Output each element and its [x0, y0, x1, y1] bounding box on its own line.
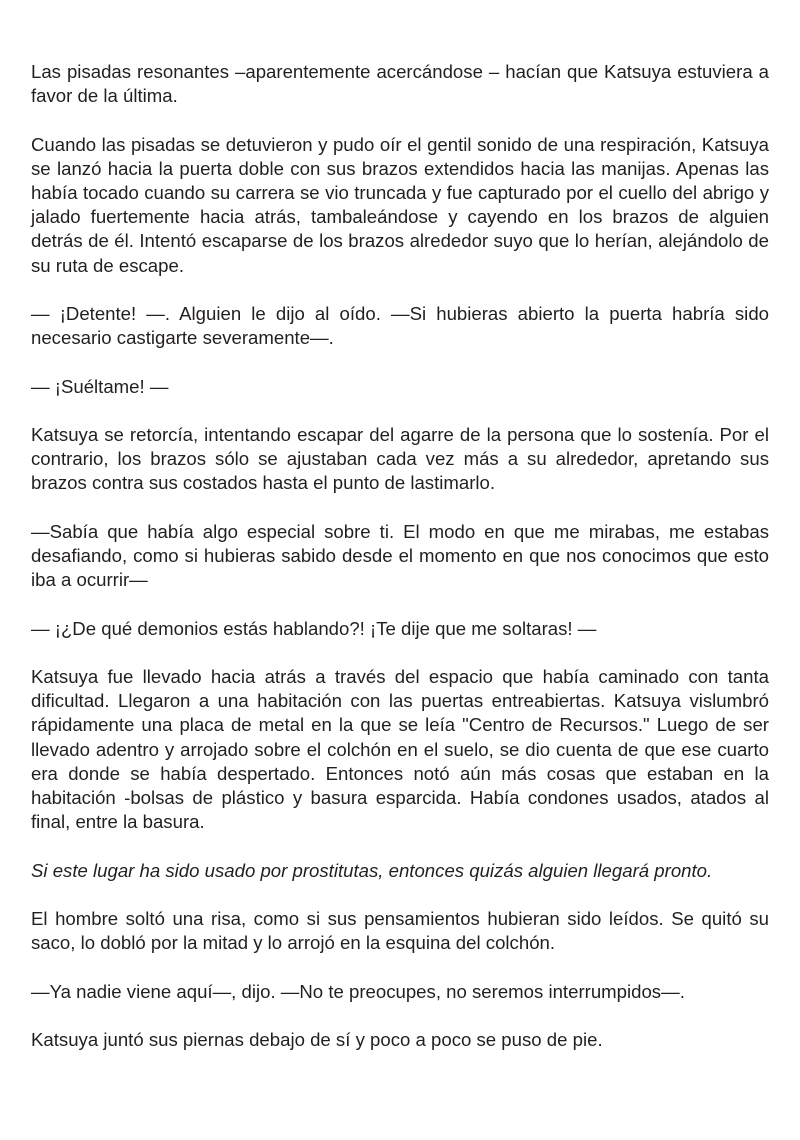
paragraph-11: —Ya nadie viene aquí—, dijo. —No te preocupes, no seremos interrumpidos—. [31, 980, 685, 1002]
paragraph-1: Las pisadas resonantes –aparentemente acercándose – hacían que Katsuya estuviera a favor de la última. [31, 61, 769, 107]
paragraph-3: — ¡Detente! —. Alguien le dijo al oído. —Si hubieras abierto la puerta habría sido necesario castigarte severamente—. [31, 303, 769, 349]
paragraph-5: Katsuya se retorcía, intentando escapar del agarre de la persona que lo sostenía. Por el contrario, los brazos sólo se ajustaban cada vez más a su alrededor, apretando sus brazos contra sus costados hasta el punto de lastimarlo. [31, 423, 769, 494]
paragraph-10: El hombre soltó una risa, como si sus pensamientos hubieran sido leídos. Se quitó su saco, lo dobló por la mitad y lo arrojó en la esquina del colchón. [31, 907, 769, 954]
paragraph-9-italic-thought: Si este lugar ha sido usado por prostitutas, entonces quizás alguien llegará pronto. [31, 859, 713, 881]
paragraph-8: Katsuya fue llevado hacia atrás a través del espacio que había caminado con tanta dificultad. Llegaron a una habitación con las puertas entreabiertas. Katsuya vislumbró rápidamente una placa de metal en la que se leía "Centro de Recursos." Luego de ser llevado adentro y arrojado sobre el colchón en el suelo, se dio cuenta de que ese cuarto era donde se había despertado. Entonces notó aún más cosas que estaban en la habitación -bolsas de plástico y basura esparcida. Había condones usados, atados al final, entre la basura. [31, 665, 769, 833]
paragraph-7: — ¡¿De qué demonios estás hablando?! ¡Te dije que me soltaras! — [31, 617, 597, 639]
paragraph-4: — ¡Suéltame! — [31, 375, 169, 397]
paragraph-6: —Sabía que había algo especial sobre ti. El modo en que me mirabas, me estabas desafiando, como si hubieras sabido desde el momento en que nos conocimos que esto iba a ocurrir— [31, 520, 769, 591]
body-text [31, 60, 769, 1076]
paragraph-12: Katsuya juntó sus piernas debajo de sí y poco a poco se puso de pie. [31, 1028, 603, 1050]
paragraph-2: Cuando las pisadas se detuvieron y pudo oír el gentil sonido de una respiración, Katsuya se lanzó hacia la puerta doble con sus brazos extendidos hacia las manijas. Apenas las había tocado cuando su carrera se vio truncada y fue capturado por el cuello del abrigo y jalado fuertemente hacia atrás, tambaleándose y cayendo en los brazos de alguien detrás de él. Intentó escaparse de los brazos alrededor suyo que lo herían, alejándolo de su ruta de escape. [31, 133, 769, 276]
